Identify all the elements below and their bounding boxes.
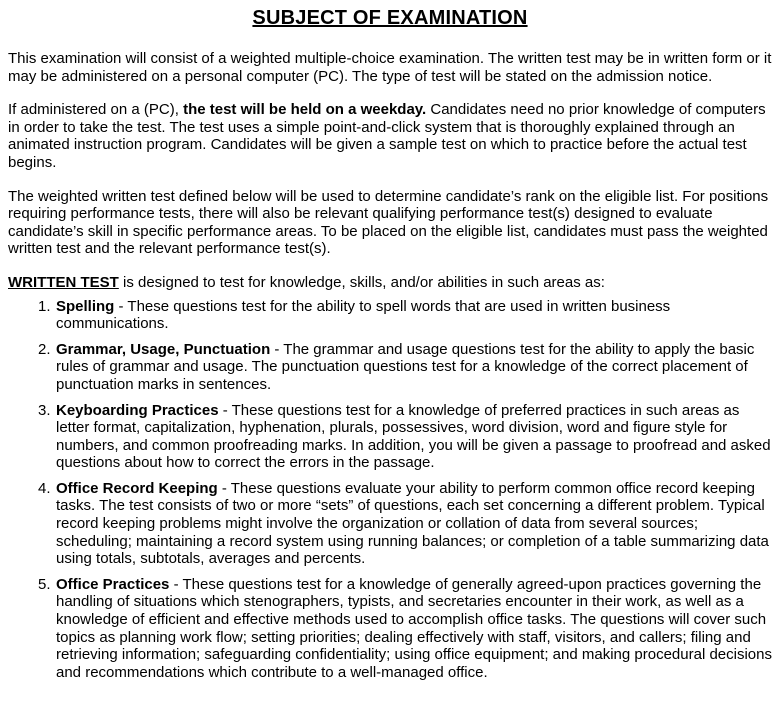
topic-name: Grammar, Usage, Punctuation [56,340,271,358]
paragraph-ranking: The weighted written test defined below will be used to determine candidate’s rank on the eligible list. For positions requiring performance tests, there will also be relevant qualifying performance test(s) designed to evaluate candidate’s skill in specific performance areas. To be placed on the eligible list, candidates must pass the weighted written test and the relevant performance test(s). [8,187,769,258]
topic-description: - The grammar and usage questions test for the ability to apply the basic rules of grammar and usage. The punctuation questions test for a knowledge of the correct placement of punctuation marks in sentences. [56,340,755,393]
list-item-number: 1. [38,297,51,315]
topic-description: - These questions test for a knowledge of generally agreed-upon practices governing the handling of situations which stenographers, typists, and secretaries encounter in their work, as well as a knowledge of efficient and effective methods used to accomplish office tasks. The questions will cover such topics as planning work flow; setting priorities; dealing effectively with staff, visitors, and callers; filing and retrieving information; safeguarding confidentiality; using office equipment; and making procedural decisions and recommendations which contribute to a well-managed office. [56,575,772,681]
topic-description: - These questions test for a knowledge of preferred practices in such areas as letter format, capitalization, hyphenation, plurals, possessives, word division, word and figure style for numbers, and common proofreading marks. In addition, you will be given a passage to proofread and asked questions about how to correct the errors in the passage. [56,401,771,472]
list-item [38,297,772,333]
topic-name: Keyboarding Practices [56,401,219,419]
pc-lead-text: If administered on a (PC), [8,101,184,119]
topic-name: Spelling [56,297,115,315]
list-item-number: 2. [38,340,51,358]
paragraph-test-format: This examination will consist of a weighted multiple-choice examination. The written test may be in written form or it may be administered on a personal computer (PC). The type of test will be stated on the admission notice. [8,50,772,85]
topic-description: - These questions test for the ability to spell words that are used in written business communications. [56,297,671,333]
written-test-intro-text: is designed to test for knowledge, skills, and/or abilities in such areas as: [118,273,605,291]
pc-rest-text: Candidates need no prior knowledge of computers in order to take the test. The test uses a simple point-and-click system that is thoroughly explained through an animated instruction program. Candidates will be given a sample test on which to practice before the actual test begins. [8,101,766,171]
topic-description: - These questions evaluate your ability to perform common office record keeping tasks. The test consists of two or more “sets” of questions, each set concerning a different problem. Typical record keeping problems might involve the organization or collation of data from several sources; scheduling; maintaining a record system using running balances; or completion of a table summarizing data using totals, subtotals, averages and percents. [56,479,769,568]
written-test-intro [8,274,772,292]
list-item-number: 3. [38,401,51,419]
topic-name: Office Record Keeping [56,479,218,497]
list-item [38,401,772,472]
list-item [38,575,772,682]
weekday-emphasis: the test will be held on a weekday. [183,101,427,119]
list-item-number: 4. [38,479,51,497]
written-test-label: WRITTEN TEST [8,273,119,291]
topic-list [8,298,772,682]
list-item [38,479,772,568]
page-title: SUBJECT OF EXAMINATION [252,7,528,29]
list-item-number: 5. [38,575,51,593]
paragraph-pc-administration [8,101,772,171]
list-item [38,340,772,394]
topic-name: Office Practices [56,575,170,593]
